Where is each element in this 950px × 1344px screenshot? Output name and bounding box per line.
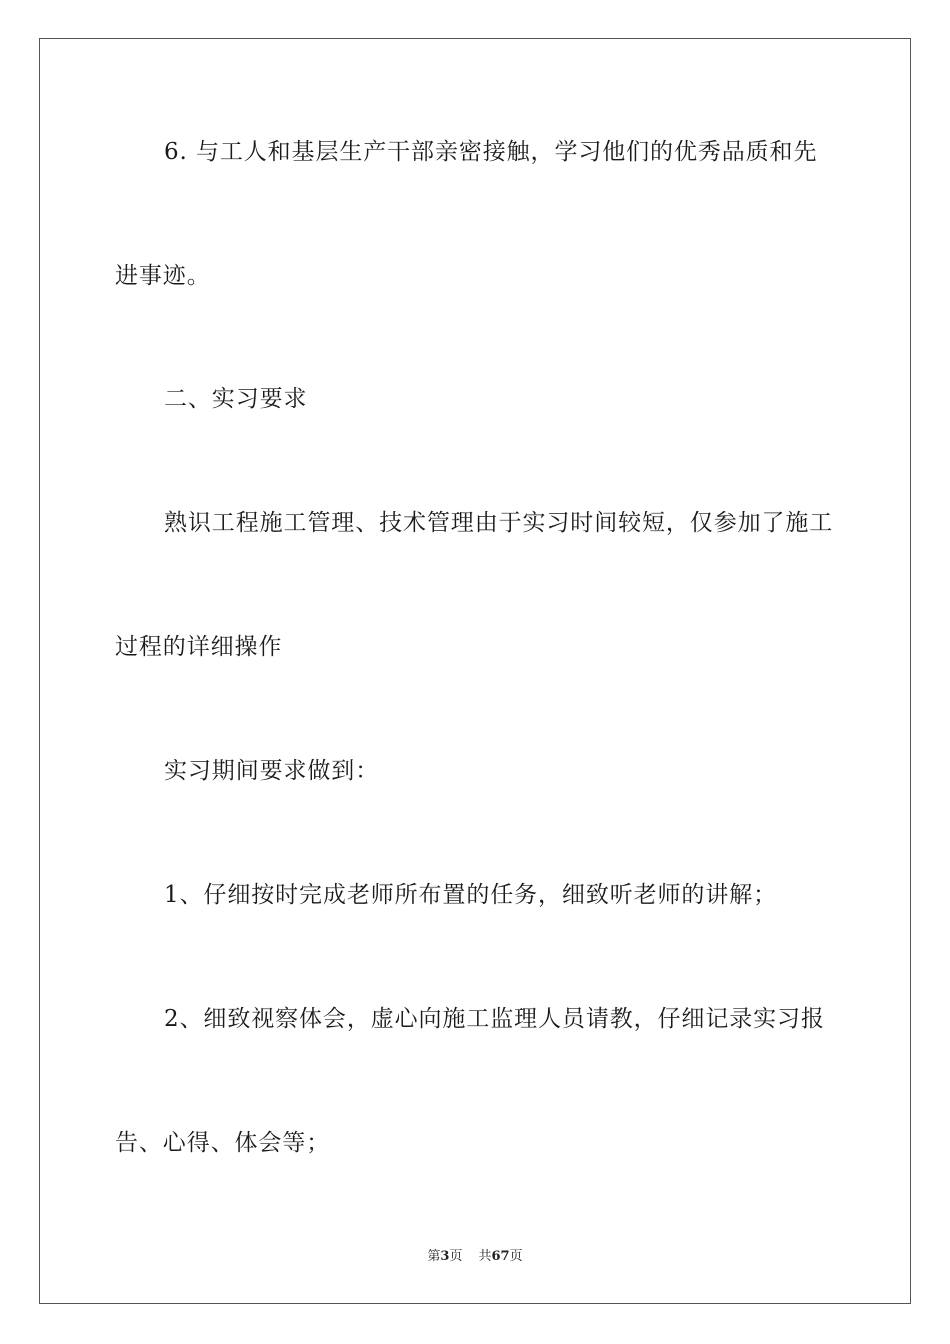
paragraph-line-5: 实习期间要求做到： xyxy=(164,758,380,784)
paragraph-line-1: 6. 与工人和基层生产干部亲密接触，学习他们的优秀品质和先 xyxy=(164,139,818,165)
paragraph-line-4: 过程的详细操作 xyxy=(115,634,283,660)
page-footer xyxy=(0,1248,950,1266)
list-item-1: 1、仔细按时完成老师所布置的任务，细致听老师的讲解； xyxy=(164,882,778,908)
page-suffix: 页 xyxy=(449,1249,463,1264)
total-prefix: 共 xyxy=(478,1249,492,1264)
list-item-2-continued: 告、心得、体会等； xyxy=(115,1130,331,1156)
list-item-2: 2、细致视察体会，虚心向施工监理人员请教，仔细记录实习报 xyxy=(164,1006,825,1032)
total-pages: 67 xyxy=(491,1249,510,1264)
page-prefix: 第 xyxy=(427,1249,441,1264)
paragraph-line-3: 熟识工程施工管理、技术管理由于实习时间较短，仅参加了施工 xyxy=(164,510,834,536)
total-suffix: 页 xyxy=(509,1249,523,1264)
page-border xyxy=(39,38,911,1304)
paragraph-line-2: 进事迹。 xyxy=(115,263,211,289)
section-heading: 二、实习要求 xyxy=(164,386,308,412)
page-number: 3 xyxy=(440,1249,450,1264)
